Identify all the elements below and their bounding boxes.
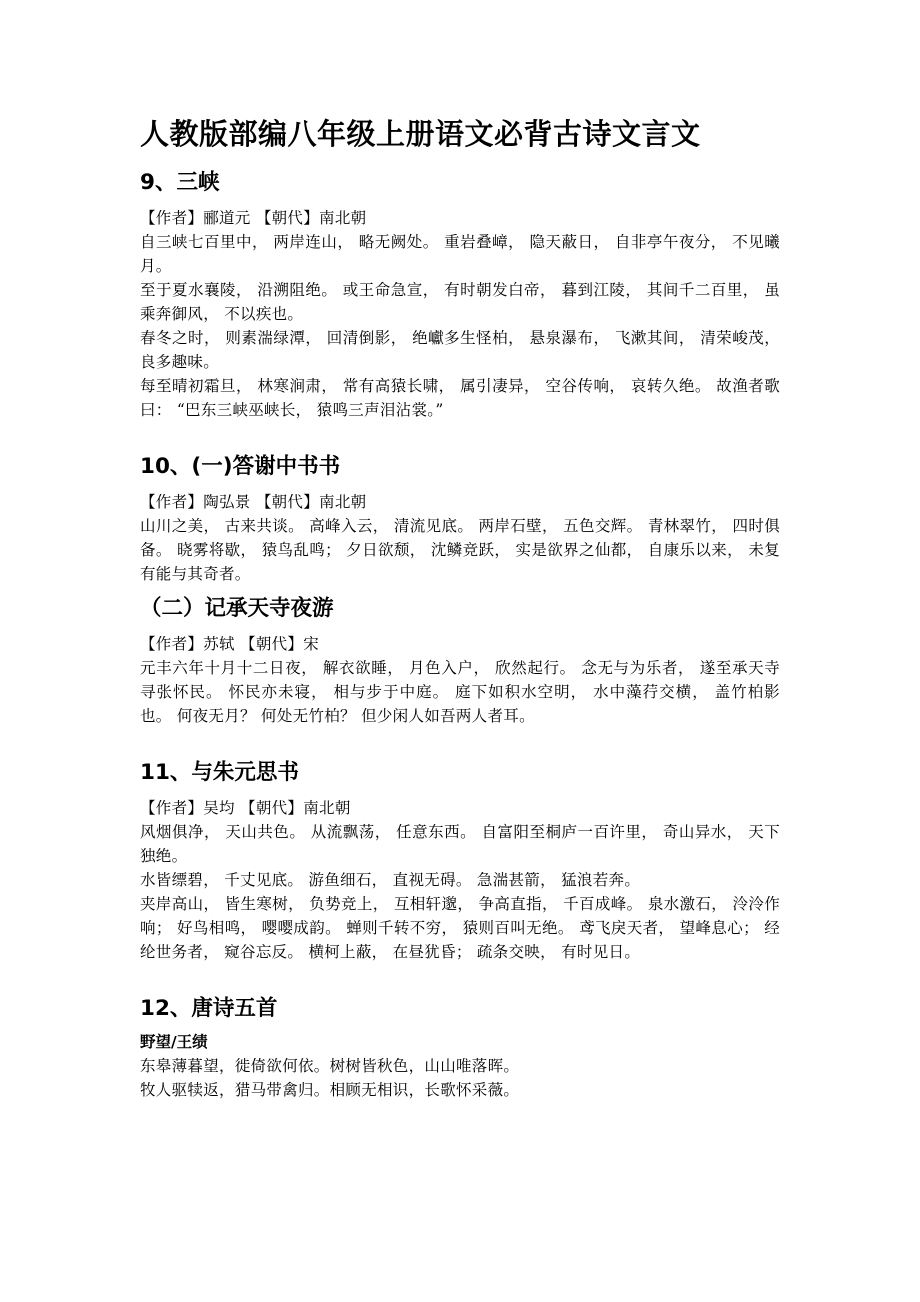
author-dynasty: 【作者】郦道元 【朝代】南北朝 [140, 209, 367, 227]
author-dynasty: 【作者】陶弘景 【朝代】南北朝 [140, 493, 367, 511]
paragraph: 自三峡七百里中， 两岸连山， 略无阙处。 重岩叠嶂， 隐天蔽日， 自非亭午夜分， 不见曦月。 [140, 233, 780, 275]
section-heading: 11、与朱元思书 [140, 760, 299, 785]
paragraph: 水皆缥碧， 千丈见底。 游鱼细石， 直视无碍。 急湍甚箭， 猛浪若奔。 [140, 871, 641, 889]
section-heading: （二）记承天寺夜游 [140, 596, 334, 621]
author-dynasty: 【作者】吴均 【朝代】南北朝 [140, 799, 351, 817]
paragraph: 元丰六年十月十二日夜， 解衣欲睡， 月色入户， 欣然起行。 念无与为乐者， 遂至承天寺寻张怀民。 怀民亦未寝， 相与步于中庭。 庭下如积水空明， 水中藻荇交横， 盖竹柏影也。 何夜无月？ 何处无竹柏？ 但少闲人如吾两人者耳。 [140, 659, 780, 725]
paragraph: 夹岸高山， 皆生寒树， 负势竞上， 互相轩邈， 争高直指， 千百成峰。 泉水激石， 泠泠作响； 好鸟相鸣， 嘤嘤成韵。 蝉则千转不穷， 猿则百叫无绝。 鸢飞戾天者， 望峰息心； 经纶世务者， 窥谷忘反。 横柯上蔽， 在昼犹昏； 疏条交映， 有时见日。 [140, 895, 780, 961]
section-heading: 10、(一)答谢中书书 [140, 454, 341, 479]
paragraph: 每至晴初霜旦， 林寒涧肃， 常有高猿长啸， 属引凄异， 空谷传响， 哀转久绝。 故渔者歌曰： “巴东三峡巫峡长， 猿鸣三声泪沾裳。” [140, 377, 780, 419]
section-heading: 12、唐诗五首 [140, 996, 278, 1021]
document-page [140, 112, 780, 1108]
section-sanxia [140, 166, 780, 422]
paragraph: 山川之美， 古来共谈。 高峰入云， 清流见底。 两岸石壁， 五色交辉。 青林翠竹， 四时俱备。 晓雾将歇， 猿鸟乱鸣； 夕日欲颓， 沈鳞竞跃， 实是欲界之仙都， 自康乐以来， 未复有能与其奇者。 [140, 517, 780, 583]
section-yuzhuyuansishu [140, 756, 780, 964]
section-daxiezhongshushu [140, 450, 780, 586]
author-dynasty: 【作者】苏轼 【朝代】宋 [140, 635, 320, 653]
section-tangshiwushou [140, 992, 780, 1102]
document-title: 人教版部编八年级上册语文必背古诗文言文 [140, 117, 701, 151]
poem-line: 牧人驱犊返，猎马带禽归。相顾无相识，长歌怀采薇。 [140, 1081, 520, 1099]
poem-line: 东皋薄暮望，徙倚欲何依。树树皆秋色，山山唯落晖。 [140, 1057, 520, 1075]
paragraph: 风烟俱净， 天山共色。 从流飘荡， 任意东西。 自富阳至桐庐一百许里， 奇山异水， 天下独绝。 [140, 823, 780, 865]
section-jichengtiansiyeyou [140, 592, 780, 728]
section-heading: 9、三峡 [140, 170, 220, 195]
poem-title: 野望/王绩 [140, 1033, 208, 1051]
paragraph: 至于夏水襄陵， 沿溯阻绝。 或王命急宣， 有时朝发白帝， 暮到江陵， 其间千二百里， 虽乘奔御风， 不以疾也。 [140, 281, 780, 323]
paragraph: 春冬之时， 则素湍绿潭， 回清倒影， 绝巘多生怪柏， 悬泉瀑布， 飞漱其间， 清荣峻茂， 良多趣味。 [140, 329, 780, 371]
